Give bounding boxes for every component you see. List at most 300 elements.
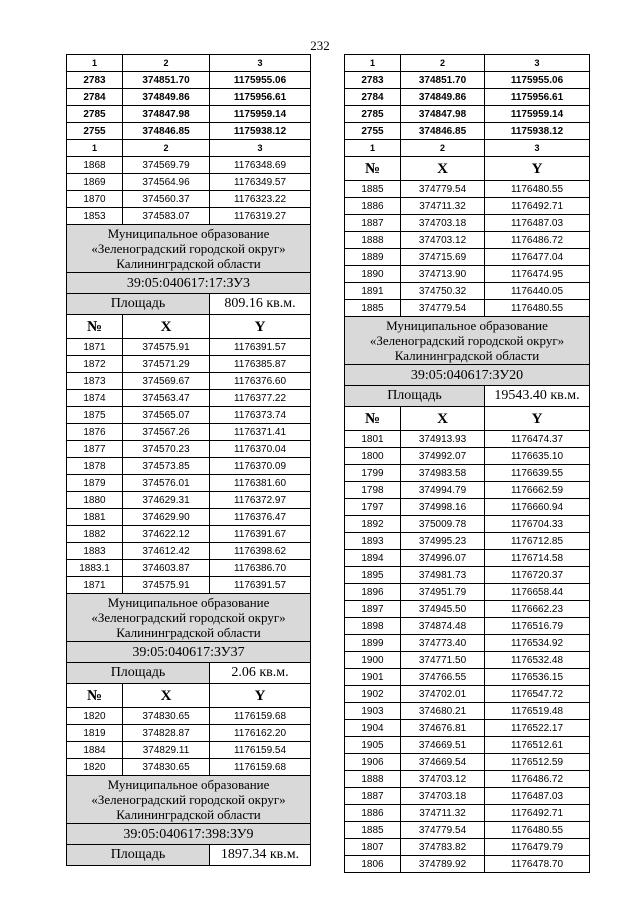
point-number: 1890 [345,266,401,283]
y-coordinate: 1176492.71 [485,198,590,215]
x-coordinate: 375009.78 [401,516,485,533]
x-coordinate: 374573.85 [123,458,210,475]
x-coordinate: 374830.65 [123,708,210,725]
point-number: 1892 [345,516,401,533]
table-row [345,618,590,635]
point-number: 1906 [345,754,401,771]
table-row [345,771,590,788]
cadastral-number: 39:05:040617:ЗУ20 [345,365,590,386]
table-row [67,174,311,191]
y-coordinate: 1176373.74 [210,407,311,424]
table-row [67,157,311,174]
y-coordinate: 1176547.72 [485,686,590,703]
y-coordinate: 1176720.37 [485,567,590,584]
y-coordinate: 1176480.55 [485,181,590,198]
table-row [67,509,311,526]
y-coordinate: 1176474.37 [485,431,590,448]
y-coordinate: 1176386.70 [210,560,311,577]
table-row [67,390,311,407]
point-number: 2785 [345,106,401,123]
x-coordinate: 374851.70 [401,72,485,89]
x-coordinate: 374779.54 [401,300,485,317]
y-coordinate: 1176662.23 [485,601,590,618]
column-y-header: Y [485,157,590,181]
point-number: 1885 [345,181,401,198]
x-coordinate: 374669.54 [401,754,485,771]
x-coordinate: 374750.32 [401,283,485,300]
point-number: 1905 [345,737,401,754]
x-coordinate: 374570.23 [123,441,210,458]
x-coordinate: 374571.29 [123,356,210,373]
y-coordinate: 1176159.54 [210,742,311,759]
point-number: 1901 [345,669,401,686]
municipality-heading: Муниципальное образование «Зеленоградский городской округ» Калининградской области [345,317,590,365]
x-coordinate: 374569.79 [123,157,210,174]
x-coordinate: 374779.54 [401,822,485,839]
x-coordinate: 374567.26 [123,424,210,441]
column-y-header: Y [210,684,311,708]
x-coordinate: 374713.90 [401,266,485,283]
point-number: 1894 [345,550,401,567]
point-number: 2783 [67,72,123,89]
y-coordinate: 1175955.06 [210,72,311,89]
x-coordinate: 374847.98 [123,106,210,123]
table-row [67,708,311,725]
x-coordinate: 374829.11 [123,742,210,759]
x-coordinate: 374992.07 [401,448,485,465]
table-row [345,567,590,584]
table-row [345,601,590,618]
table-header-row [345,55,590,72]
header-cell: 1 [345,140,401,157]
y-coordinate: 1176323.22 [210,191,311,208]
x-coordinate: 374583.07 [123,208,210,225]
table-row [345,181,590,198]
point-number: 1799 [345,465,401,482]
point-number: 1798 [345,482,401,499]
x-coordinate: 374945.50 [401,601,485,618]
x-coordinate: 374913.93 [401,431,485,448]
table-row [67,441,311,458]
point-number: 1893 [345,533,401,550]
y-coordinate: 1176480.55 [485,300,590,317]
point-number: 1895 [345,567,401,584]
y-coordinate: 1176162.20 [210,725,311,742]
y-coordinate: 1176478.70 [485,856,590,873]
x-coordinate: 374703.18 [401,788,485,805]
table-row [345,737,590,754]
point-number: 1875 [67,407,123,424]
point-number: 1883 [67,543,123,560]
x-coordinate: 374998.16 [401,499,485,516]
y-coordinate: 1176159.68 [210,708,311,725]
x-coordinate: 374711.32 [401,198,485,215]
point-number: 1871 [67,339,123,356]
table-row [67,560,311,577]
column-x-header: X [401,157,485,181]
x-coordinate: 374676.81 [401,720,485,737]
table-row [345,856,590,873]
municipality-row [345,317,590,365]
x-coordinate: 374995.23 [401,533,485,550]
x-coordinate: 374565.07 [123,407,210,424]
table-row [67,72,311,89]
point-number: 1807 [345,839,401,856]
x-coordinate: 374629.90 [123,509,210,526]
x-coordinate: 374703.12 [401,232,485,249]
table-row [67,106,311,123]
table-row [345,123,590,140]
y-coordinate: 1176522.17 [485,720,590,737]
area-row [67,663,311,684]
column-x-header: X [123,684,210,708]
area-label: Площадь [67,845,210,866]
y-coordinate: 1176376.60 [210,373,311,390]
x-coordinate: 374846.85 [123,123,210,140]
coordinate-header-row [67,684,311,708]
x-coordinate: 374669.51 [401,737,485,754]
column-number-header: № [345,407,401,431]
y-coordinate: 1176704.33 [485,516,590,533]
table-row [345,465,590,482]
x-coordinate: 374766.55 [401,669,485,686]
y-coordinate: 1176370.09 [210,458,311,475]
point-number: 1820 [67,759,123,776]
point-number: 1873 [67,373,123,390]
right-coordinates-table [344,54,590,873]
table-row [345,686,590,703]
point-number: 1801 [345,431,401,448]
y-coordinate: 1176479.79 [485,839,590,856]
point-number: 1896 [345,584,401,601]
x-coordinate: 374603.87 [123,560,210,577]
y-coordinate: 1176474.95 [485,266,590,283]
column-y-header: Y [210,315,311,339]
municipality-row [67,225,311,273]
area-row [345,386,590,407]
x-coordinate: 374575.91 [123,339,210,356]
point-number: 1897 [345,601,401,618]
area-value: 19543.40 кв.м. [485,386,590,407]
point-number: 1887 [345,788,401,805]
x-coordinate: 374983.58 [401,465,485,482]
table-row [345,703,590,720]
y-coordinate: 1176486.72 [485,771,590,788]
x-coordinate: 374575.91 [123,577,210,594]
y-coordinate: 1176349.57 [210,174,311,191]
table-row [67,526,311,543]
table-header-row [67,140,311,157]
table-row [67,356,311,373]
table-row [345,669,590,686]
point-number: 1876 [67,424,123,441]
point-number: 1882 [67,526,123,543]
table-row [67,208,311,225]
x-coordinate: 374560.37 [123,191,210,208]
y-coordinate: 1175959.14 [485,106,590,123]
table-row [67,373,311,390]
y-coordinate: 1175955.06 [485,72,590,89]
y-coordinate: 1176512.61 [485,737,590,754]
x-coordinate: 374830.65 [123,759,210,776]
cadastral-number: 39:05:040617:398:ЗУ9 [67,824,311,845]
left-coordinates-table [66,54,311,866]
cadastral-row [345,365,590,386]
point-number: 1868 [67,157,123,174]
table-row [67,725,311,742]
area-label: Площадь [67,294,210,315]
table-row [345,720,590,737]
header-cell: 2 [401,140,485,157]
point-number: 1853 [67,208,123,225]
x-coordinate: 374703.12 [401,771,485,788]
area-row [67,845,311,866]
header-cell: 2 [123,140,210,157]
table-row [345,788,590,805]
table-row [345,805,590,822]
point-number: 2783 [345,72,401,89]
header-cell: 1 [67,140,123,157]
coordinate-header-row [345,157,590,181]
x-coordinate: 374612.42 [123,543,210,560]
x-coordinate: 374771.50 [401,652,485,669]
point-number: 1872 [67,356,123,373]
point-number: 1898 [345,618,401,635]
table-row [345,300,590,317]
area-label: Площадь [345,386,485,407]
header-cell: 3 [485,140,590,157]
column-x-header: X [401,407,485,431]
x-coordinate: 374789.92 [401,856,485,873]
table-row [345,431,590,448]
point-number: 2755 [67,123,123,140]
table-row [345,822,590,839]
x-coordinate: 374576.01 [123,475,210,492]
x-coordinate: 374846.85 [401,123,485,140]
table-row [67,742,311,759]
table-row [345,516,590,533]
point-number: 1886 [345,198,401,215]
y-coordinate: 1176536.15 [485,669,590,686]
y-coordinate: 1175959.14 [210,106,311,123]
municipality-heading: Муниципальное образование «Зеленоградский городской округ» Калининградской области [67,594,311,642]
header-cell: 2 [123,55,210,72]
table-row [345,249,590,266]
y-coordinate: 1176377.22 [210,390,311,407]
y-coordinate: 1176391.67 [210,526,311,543]
table-row [345,533,590,550]
table-row [345,232,590,249]
y-coordinate: 1176371.41 [210,424,311,441]
y-coordinate: 1176487.03 [485,215,590,232]
x-coordinate: 374951.79 [401,584,485,601]
table-row [67,339,311,356]
table-row [67,89,311,106]
table-header-row [67,55,311,72]
table-row [345,499,590,516]
y-coordinate: 1176487.03 [485,788,590,805]
municipality-row [67,594,311,642]
area-value: 1897.34 кв.м. [210,845,311,866]
page-number: 232 [310,38,330,53]
y-coordinate: 1176372.97 [210,492,311,509]
point-number: 1888 [345,232,401,249]
y-coordinate: 1176712.85 [485,533,590,550]
x-coordinate: 374680.21 [401,703,485,720]
point-number: 1889 [345,249,401,266]
y-coordinate: 1176440.05 [485,283,590,300]
cadastral-row [67,824,311,845]
y-coordinate: 1175956.61 [485,89,590,106]
x-coordinate: 374851.70 [123,72,210,89]
x-coordinate: 374711.32 [401,805,485,822]
header-cell: 3 [210,140,311,157]
y-coordinate: 1176516.79 [485,618,590,635]
point-number: 2755 [345,123,401,140]
y-coordinate: 1176391.57 [210,577,311,594]
point-number: 1879 [67,475,123,492]
y-coordinate: 1176370.04 [210,441,311,458]
y-coordinate: 1176159.68 [210,759,311,776]
point-number: 1904 [345,720,401,737]
point-number: 2784 [67,89,123,106]
point-number: 2784 [345,89,401,106]
cadastral-row [67,642,311,663]
x-coordinate: 374996.07 [401,550,485,567]
x-coordinate: 374563.47 [123,390,210,407]
table-header-row [345,140,590,157]
point-number: 1797 [345,499,401,516]
header-cell: 1 [67,55,123,72]
y-coordinate: 1176398.62 [210,543,311,560]
table-row [67,458,311,475]
point-number: 1886 [345,805,401,822]
column-number-header: № [345,157,401,181]
y-coordinate: 1176639.55 [485,465,590,482]
column-number-header: № [67,684,123,708]
point-number: 1891 [345,283,401,300]
point-number: 1874 [67,390,123,407]
point-number: 1806 [345,856,401,873]
table-row [67,424,311,441]
x-coordinate: 374849.86 [123,89,210,106]
cadastral-number: 39:05:040617:ЗУ37 [67,642,311,663]
y-coordinate: 1176532.48 [485,652,590,669]
x-coordinate: 374715.69 [401,249,485,266]
point-number: 1899 [345,635,401,652]
x-coordinate: 374702.01 [401,686,485,703]
table-row [345,482,590,499]
point-number: 1885 [345,822,401,839]
table-row [345,754,590,771]
x-coordinate: 374622.12 [123,526,210,543]
point-number: 1902 [345,686,401,703]
point-number: 1900 [345,652,401,669]
y-coordinate: 1176662.59 [485,482,590,499]
cadastral-row [67,273,311,294]
table-row [345,215,590,232]
table-row [345,106,590,123]
coordinate-header-row [67,315,311,339]
x-coordinate: 374569.67 [123,373,210,390]
point-number: 1878 [67,458,123,475]
y-coordinate: 1176519.48 [485,703,590,720]
table-row [345,89,590,106]
point-number: 1877 [67,441,123,458]
point-number: 1870 [67,191,123,208]
left-table-body [67,55,311,866]
y-coordinate: 1176714.58 [485,550,590,567]
y-coordinate: 1176660.94 [485,499,590,516]
header-cell: 3 [485,55,590,72]
x-coordinate: 374828.87 [123,725,210,742]
table-row [67,475,311,492]
y-coordinate: 1176486.72 [485,232,590,249]
municipality-heading: Муниципальное образование «Зеленоградский городской округ» Калининградской области [67,225,311,273]
x-coordinate: 374703.18 [401,215,485,232]
y-coordinate: 1176635.10 [485,448,590,465]
x-coordinate: 374849.86 [401,89,485,106]
y-coordinate: 1176492.71 [485,805,590,822]
y-coordinate: 1175956.61 [210,89,311,106]
area-value: 2.06 кв.м. [210,663,311,684]
point-number: 1871 [67,577,123,594]
table-row [67,123,311,140]
right-table-body [345,55,590,873]
y-coordinate: 1175938.12 [210,123,311,140]
y-coordinate: 1176376.47 [210,509,311,526]
area-row [67,294,311,315]
table-row [345,584,590,601]
y-coordinate: 1176348.69 [210,157,311,174]
column-number-header: № [67,315,123,339]
x-coordinate: 374981.73 [401,567,485,584]
point-number: 2785 [67,106,123,123]
y-coordinate: 1175938.12 [485,123,590,140]
x-coordinate: 374994.79 [401,482,485,499]
table-row [345,652,590,669]
cadastral-number: 39:05:040617:17:ЗУ3 [67,273,311,294]
point-number: 1800 [345,448,401,465]
point-number: 1820 [67,708,123,725]
area-value: 809.16 кв.м. [210,294,311,315]
table-row [67,759,311,776]
point-number: 1903 [345,703,401,720]
point-number: 1883.1 [67,560,123,577]
y-coordinate: 1176477.04 [485,249,590,266]
column-y-header: Y [485,407,590,431]
point-number: 1885 [345,300,401,317]
table-row [345,283,590,300]
x-coordinate: 374773.40 [401,635,485,652]
point-number: 1880 [67,492,123,509]
point-number: 1888 [345,771,401,788]
x-coordinate: 374564.96 [123,174,210,191]
x-coordinate: 374629.31 [123,492,210,509]
x-coordinate: 374779.54 [401,181,485,198]
table-row [345,198,590,215]
header-cell: 1 [345,55,401,72]
point-number: 1881 [67,509,123,526]
header-cell: 2 [401,55,485,72]
x-coordinate: 374783.82 [401,839,485,856]
table-row [345,448,590,465]
y-coordinate: 1176534.92 [485,635,590,652]
point-number: 1869 [67,174,123,191]
table-row [345,72,590,89]
area-label: Площадь [67,663,210,684]
y-coordinate: 1176512.59 [485,754,590,771]
